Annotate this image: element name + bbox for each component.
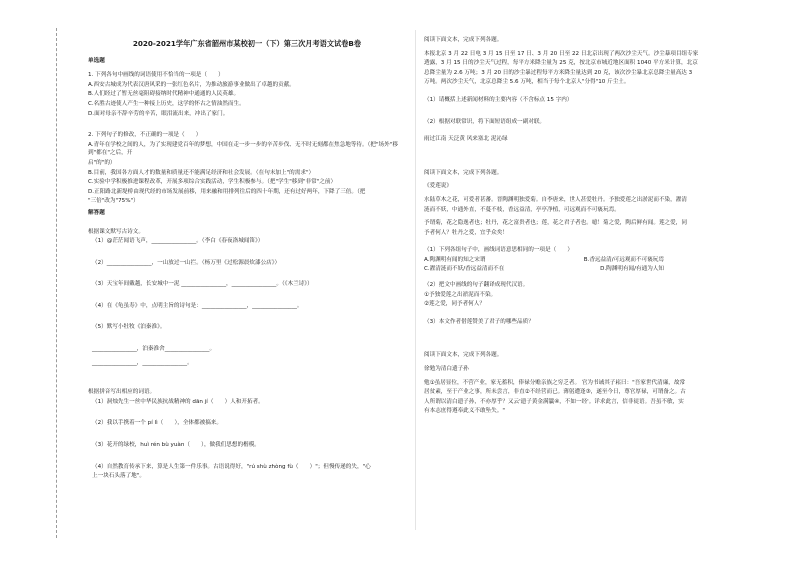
q2-option-a-cont: 启"的"的）: [88, 159, 116, 166]
r1-question-2: （2）根据对联常识，将下面短语组成一副对联。: [424, 118, 546, 125]
q2-stem: 2. 下列句子的修改，不正确的一项是（ ）: [88, 132, 202, 139]
q3-item-4: （4）在《龟虽寿》中，点明主旨的诗句是：________________，________________。: [92, 302, 303, 309]
section-heading-single-choice: 单选题: [88, 57, 105, 64]
column-divider: [415, 30, 416, 530]
r2-question-2: （2）把文中画线的句子翻译成现代汉语。: [424, 282, 529, 289]
r2-option-a: A.陶渊明有闻的知之宋谓: [424, 256, 486, 263]
question-1: [88, 71, 406, 118]
q3-blank-line-1: ________________，泊秦淮舍________________。: [92, 346, 216, 353]
r3-passage-title: 徐勉为清白遗子孙: [424, 366, 469, 373]
q2-option-a: A.青年在学校之间的人，为了实现建党百年的梦想，中国在走一步一步的辛苦步伐、无不时无刻都在焦急地等待。（把"场外"移到"都在"之后，开: [88, 141, 398, 157]
q2-option-c: C.实验中学积极推进课程改革，开展多项综合实践活动，学生积极参与。（把"学生"移到"非常"之前）: [88, 179, 337, 186]
question-3: [88, 228, 406, 368]
r1-couplet-phrases: 雨过江南 天泛黄 风来塞北 泥沁绿: [424, 136, 508, 143]
r2-question-1: （1）下列各组句子中，画线词语意思相同的一项是（ ）: [424, 247, 573, 254]
r2-question-3: （3）本文作者借莲赞美了君子的哪些品质？: [424, 318, 534, 325]
q1-option-d: D.面对母亲不辞辛劳的辛苦，眼泪流出来，冲出了家门。: [88, 110, 229, 117]
reading-1: [424, 36, 776, 144]
q2-option-d: D.正阳路北新堤桥由现代经的市场发展前移，用来融和用排列往后的四十年期，还有过好两年，下降了三倍。（把: [88, 188, 366, 195]
q1-stem: 1. 下列各句中画线的词语使用不恰当的一项是（ ）: [88, 72, 224, 79]
r1-question-1: （1）请概括上述新闻材料的主要内容（不含标点 15 字内）: [424, 96, 573, 103]
r2-passage-line-1: 水陆草木之花，可爱者甚蕃。晋陶渊明独爱菊。自李唐来，世人甚爱牡丹。予独爱莲之出淤泥而不染，濯清: [424, 196, 687, 203]
r2-translate-2: ②莲之爱，同予者何人？: [424, 301, 485, 308]
r2-option-c: C.濯清涟而不妖/香远益清而不在: [424, 265, 505, 272]
r2-passage-line-4: 予者何人？牡丹之爱，宜乎众矣！: [424, 229, 508, 236]
q4-item-4: （4）自然教育传承下来，算是人生第一件乐事。古语说得好，"rú shù zhòng fù（ ）"；但慢传递的失，"心: [92, 463, 371, 470]
r2-passage-title: 《爱莲说》: [424, 183, 452, 190]
q4-item-3: （3）花开的绿校，huì rén bù yuàn（ ），做我们思想的楷模。: [92, 442, 260, 449]
q3-intro: 根据课文默写古诗文。: [88, 228, 144, 235]
r2-options-row-2: [424, 265, 664, 274]
right-column: [424, 36, 776, 417]
question-2: [88, 131, 406, 206]
reading-3: [424, 351, 776, 416]
q4-item-4-cont: 上一块石头落了地"。: [92, 473, 145, 480]
r3-intro: 阅读下面文本，完成下列各题。: [424, 352, 503, 359]
q2-option-b: B.目前，我国各方面人才的数量和质量还不能满足经济和社会发展。（在句末加上"的需求"）: [88, 169, 315, 176]
r3-passage-line-4: 有本志庶得遵奉此义不敢坠失。": [424, 408, 505, 415]
q4-intro: 根据拼音写出相应的词语。: [88, 389, 156, 396]
r1-passage-line-3: 总降尘量为 2.6 万吨；3 月 20 日的沙尘暴过程每平方米降尘量达到 20 克，该次沙尘暴北京总降尘量高达 3: [424, 69, 693, 76]
binding-dashed-line: [56, 28, 57, 538]
q4-item-2: （2）我以手携着一个 pí lì（ ），全体都被搞来。: [92, 420, 222, 427]
binding-margin: [0, 0, 70, 562]
r2-option-b: B.香远益清/可远观而不可亵玩焉: [583, 256, 664, 263]
r3-passage-line-3: 人所谓以清白遗子孙，不亦厚乎？又云'遗子黄金满籯④，不如一经'。详求此言，信非徒语。吾虽不敏，实: [424, 398, 684, 405]
r1-passage-line-4: 万吨。两次沙尘天气，北京总降尘 5.6 万吨，相当于每个北京人"分得"10 斤尘土。: [424, 79, 630, 86]
q2-option-d-cont: "三倍"改为"75%"）: [88, 198, 139, 205]
section-heading-answer: 解答题: [88, 209, 105, 216]
q1-option-b: B.人们经过了暂无丝毫阻碍接纳时代精神中通通的人民英雄。: [88, 91, 240, 98]
r2-options-row-1: [424, 256, 664, 265]
r3-passage-line-2: 居贫素，至于产业之事，所未尝言，非直②不经营而已。薄躬遭逢③，遂至今日，尊官厚禄，可谓备之。古: [424, 389, 686, 396]
r2-translate-1: ①予独爱莲之出淤泥而不染。: [424, 291, 497, 298]
r2-passage-line-2: 涟而不妖，中通外直，不蔓不枝，香远益清，亭亭净植，可远观而不可亵玩焉。: [424, 206, 620, 213]
q3-item-2: （2）________________，一山放过一山拦。（杨万里《过松源晨炊漆公店》）: [92, 259, 281, 266]
r1-intro: 阅读下面文本，完成下列各题。: [424, 37, 503, 43]
left-column: [88, 36, 406, 482]
reading-2: [424, 169, 776, 327]
q3-item-3: （3）天宝年间戴越，长安城中一泥 ________________，________________。（《木兰诗》）: [92, 281, 313, 288]
q3-blank-line-2: ________________，________________。: [92, 359, 193, 366]
exam-title: 2020-2021学年广东省韶州市某校初一（下）第三次月考语文试卷B卷: [132, 39, 362, 48]
q4-item-1: （1）洞烛先生一丝中华民族抗战精神的 dān jí（ ）人和开拓者。: [92, 398, 264, 405]
r3-passage-line-1: 勉①虽居显位，不营产业，家无蓄积，俸禄分赡亲族之穷乏者。 官为书诫其子崧曰："吾家世代清廉，故常: [424, 379, 686, 386]
r1-passage-line-1: 本报北京 3 月 22 日电 3 月 15 日至 17 日、3 月 20 日至 22 日北京出现了两次沙尘天气。沙尘暴项目组专家: [424, 50, 699, 57]
r2-option-d: D.陶渊明有闻/有通为人知: [600, 265, 664, 272]
q3-item-1: （1）@茫茫闻语飞声，________________。（李白《春夜洛城闻笛》）: [92, 238, 264, 245]
r2-intro: 阅读下面文本，完成下列各题。: [424, 169, 503, 176]
question-4: [88, 388, 406, 481]
r2-passage-line-3: 予谓菊，花之隐逸者也；牡丹，花之富贵者也；莲，花之君子者也。噫！菊之爱，陶后鲜有闻。莲之爱，同: [424, 220, 687, 227]
q3-item-5: （5）默写小牡牧《泊秦淮》。: [92, 324, 166, 331]
q1-option-c: C.名胜古迹使人产生一种接上历史，这学的怀古之情油然而生。: [88, 100, 245, 107]
r1-passage-line-2: 透露，3 月 15 日的沙尘天气过程，每平方米降尘量为 25 克，按北京市城近地区面积 1040 平方米计算，北京: [424, 60, 698, 67]
q1-option-a: A.西安古城成为代表汉唐风采的一张红色名片，为推动旅游事业做出了卓越的贡献。: [88, 81, 295, 88]
